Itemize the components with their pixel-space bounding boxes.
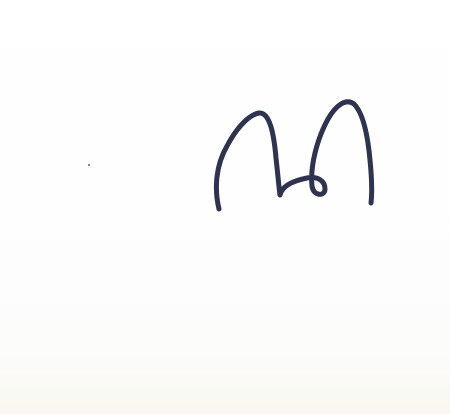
glyph-stroke [216,102,371,209]
